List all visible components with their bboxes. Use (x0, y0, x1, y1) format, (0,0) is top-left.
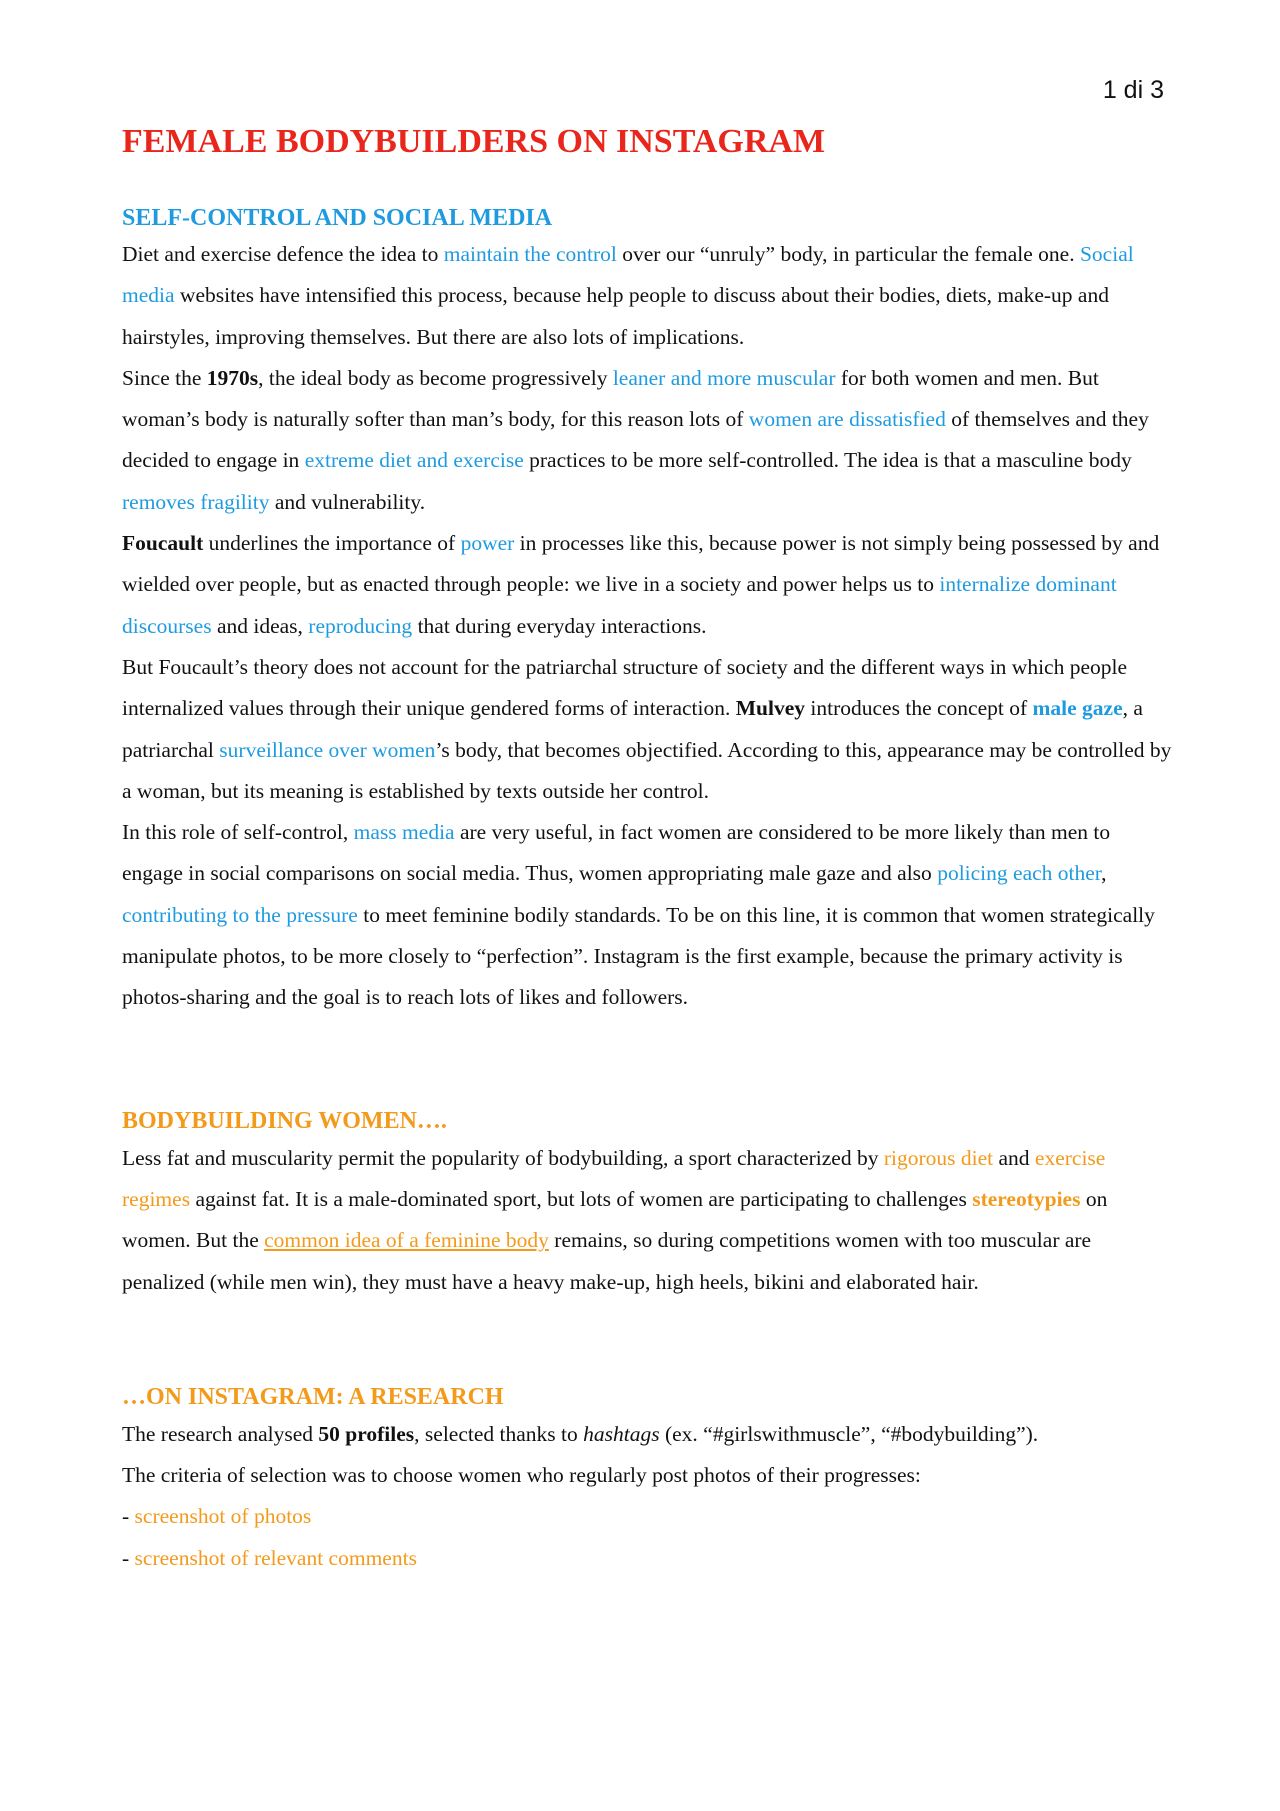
paragraph-mulvey: But Foucault’s theory does not account for the patriarchal structure of society and the different ways in which people internalized values through their unique gendered forms of interaction. Mulvey introduces the concept of male gaze, a patriarchal surveillance over women’s body, that becomes objectified. According to this, appearance may be controlled by a woman, but its meaning is established by texts outside her control. (122, 654, 1172, 803)
section-heading-instagram-research: …ON INSTAGRAM: A RESEARCH (122, 1383, 504, 1410)
document-title: FEMALE BODYBUILDERS ON INSTAGRAM (122, 123, 826, 160)
page-number: 1 di 3 (1102, 76, 1164, 104)
paragraph-diet-exercise: Diet and exercise defence the idea to maintain the control over our “unruly” body, in particular the female one. Social media websites have intensified this process, because help people to discuss about their bodies, diets, make-up and hairstyles, improving themselves. But there are also lots of implications. (122, 242, 1134, 349)
paragraph-research: The research analysed 50 profiles, selected thanks to hashtags (ex. “#girlswithmuscle”, “#bodybuilding”). (122, 1421, 1039, 1446)
list-item: - screenshot of photos (122, 1504, 312, 1529)
document-body (122, 120, 1172, 1579)
list-item: - screenshot of relevant comments (122, 1545, 417, 1570)
paragraph-1970s: Since the 1970s, the ideal body as become progressively leaner and more muscular for both women and men. But woman’s body is naturally softer than man’s body, for this reason lots of women are dissatisfied of themselves and they decided to engage in extreme diet and exercise practices to be more self-controlled. The idea is that a masculine body removes fragility and vulnerability. (122, 365, 1149, 514)
paragraph-bodybuilding: Less fat and muscularity permit the popularity of bodybuilding, a sport characterized by rigorous diet and exercise regimes against fat. It is a male-dominated sport, but lots of women are participating to challenges stereotypies on women. But the common idea of a feminine body remains, so during competitions women with too muscular are penalized (while men win), they must have a heavy make-up, high heels, bikini and elaborated hair. (122, 1145, 1108, 1294)
section-heading-self-control: SELF-CONTROL AND SOCIAL MEDIA (122, 205, 553, 231)
highlight-social-media: Social media (122, 242, 1134, 308)
section-heading-bodybuilding-women: BODYBUILDING WOMEN…. (122, 1107, 447, 1134)
paragraph-foucault: Foucault underlines the importance of power in processes like this, because power is not simply being possessed by and wielded over people, but as enacted through people: we live in a society and power helps us to internalize dominant discourses and ideas, reproducing that during everyday interactions. (122, 531, 1160, 638)
highlight-maintain-control: maintain the control (443, 242, 617, 266)
paragraph-mass-media: In this role of self-control, mass media are very useful, in fact women are considered to be more likely than men to engage in social comparisons on social media. Thus, women appropriating male gaze and also policing each other, contributing to the pressure to meet feminine bodily standards. To be on this line, it is common that women strategically manipulate photos, to be more closely to “perfection”. Instagram is the first example, because the primary activity is photos-sharing and the goal is to reach lots of likes and followers. (122, 820, 1155, 1010)
paragraph-criteria: The criteria of selection was to choose women who regularly post photos of their progresses: (122, 1463, 921, 1488)
